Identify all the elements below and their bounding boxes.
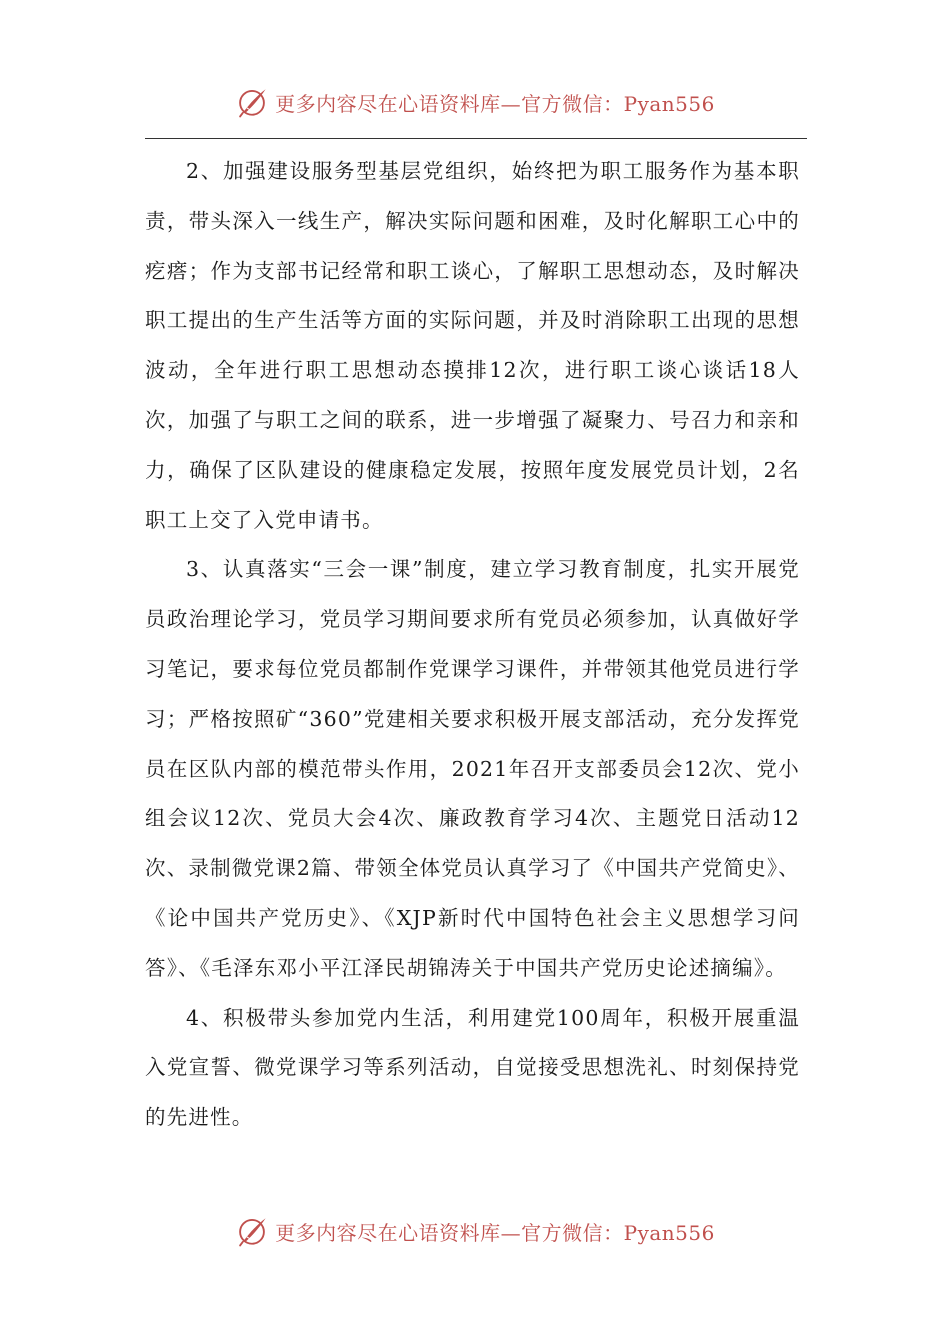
header-watermark — [0, 82, 950, 122]
quill-pen-circle-icon — [235, 1214, 269, 1248]
footer-watermark — [0, 1211, 950, 1251]
paragraph-3: 3、认真落实“三会一课”制度，建立学习教育制度，扎实开展党员政治理论学习，党员学习期间要求所有党员必须参加，认真做好学习笔记，要求每位党员都制作党课学习课件，并带领其他党员进行学习；严格按照矿“360”党建相关要求积极开展支部活动，充分发挥党员在区队内部的模范带头作用，2021年召开支部委员会12次、党小组会议12次、党员大会4次、廉政教育学习4次、主题党日活动12次、录制微党课2篇、带领全体党员认真学习了《中国共产党简史》、《论中国共产党历史》、《XJP新时代中国特色社会主义思想学习问答》、《毛泽东邓小平江泽民胡锦涛关于中国共产党历史论述摘编》。 — [145, 557, 800, 980]
paragraph-2: 2、加强建设服务型基层党组织，始终把为职工服务作为基本职责，带头深入一线生产，解决实际问题和困难，及时化解职工心中的疙瘩；作为支部书记经常和职工谈心，了解职工思想动态，及时解决职工提出的生产生活等方面的实际问题，并及时消除职工出现的思想波动，全年进行职工思想动态摸排12次，进行职工谈心谈话18人次，加强了与职工之间的联系，进一步增强了凝聚力、号召力和亲和力，确保了区队建设的健康稳定发展，按照年度发展党员计划，2名职工上交了入党申请书。 — [145, 159, 800, 532]
paragraph-4: 4、积极带头参加党内生活，利用建党100周年，积极开展重温入党宣誓、微党课学习等系列活动，自觉接受思想洗礼、时刻保持党的先进性。 — [145, 1005, 800, 1130]
quill-pen-circle-icon — [235, 85, 269, 119]
document-body — [145, 147, 800, 1143]
header-divider — [145, 138, 807, 139]
footer-watermark-text: 更多内容尽在心语资料库—官方微信：Pyan556 — [275, 1220, 715, 1245]
header-watermark-text: 更多内容尽在心语资料库—官方微信：Pyan556 — [275, 91, 715, 116]
